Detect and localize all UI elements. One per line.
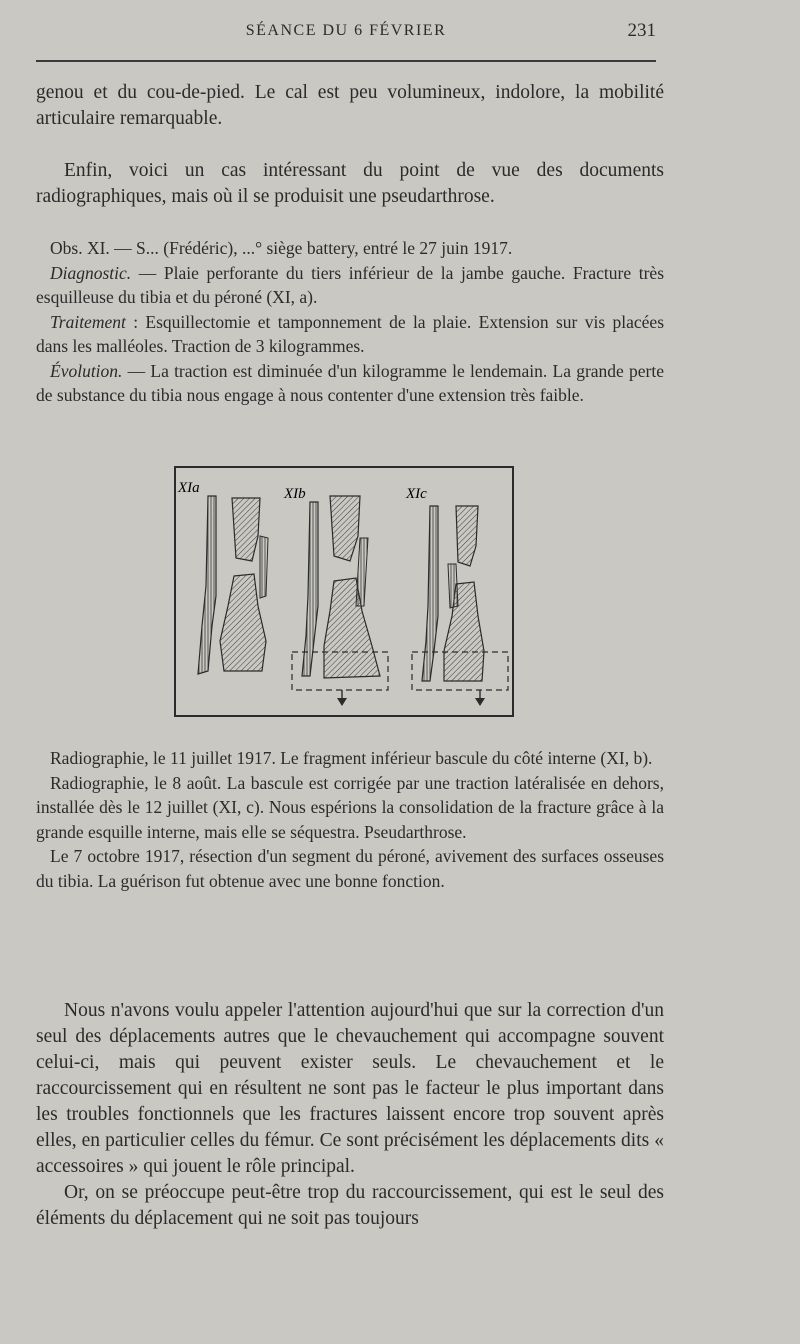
fragment-b: [356, 538, 368, 606]
obs-text: — S... (Frédéric), ...° siège battery, entré le 27 juin 1917.: [114, 238, 513, 258]
panel-a: [177, 480, 268, 674]
diagnostic-text: — Plaie perforante du tiers inférieur de la jambe gauche. Fracture très esquilleuse du tibia et du péroné (XI, a).: [36, 262, 665, 307]
obs-label: Obs. XI.: [50, 238, 110, 258]
radiograph-figure: [174, 466, 514, 718]
page-header: [36, 18, 656, 48]
fragment-c: [448, 564, 458, 608]
intro-text: genou et du cou-de-pied. Le cal est peu volumineux, indolore, la mobilité articulaire remarquable.: [36, 82, 664, 129]
intro-paragraph: [36, 80, 664, 132]
obs-line: [36, 236, 664, 261]
fibula-b: [302, 502, 318, 676]
diagnostic-label: Diagnostic.: [50, 262, 132, 283]
running-head: SÉANCE DU 6 FÉVRIER: [245, 22, 447, 39]
enfin-text: Enfin, voici un cas intéressant du point de vue des documents radiographiques, mais où il se produisit une pseudarthrose.: [36, 160, 664, 207]
evolution-text: — La traction est diminuée d'un kilogramme le lendemain. La grande perte de substance du tibia nous engage à nous contenter d'une extension très faible.: [36, 360, 665, 405]
evolution-paragraph: [36, 359, 664, 408]
page-number: 231: [627, 20, 656, 41]
traitement-paragraph: [36, 310, 664, 359]
header-rule: [36, 60, 656, 62]
panel-b-label: XIb: [284, 486, 306, 502]
discussion-block: [36, 998, 664, 1232]
radiographies-block: [36, 746, 664, 893]
traitement-label: Traitement: [50, 311, 126, 332]
diagnostic-paragraph: [36, 261, 664, 310]
radiograph-drawing: [174, 466, 514, 718]
discussion-paragraph-2: Or, on se préoccupe peut-être trop du raccourcissement, qui est le seul des éléments du déplacement qui ne soit pas toujours: [36, 1182, 664, 1229]
panel-c: [405, 486, 508, 706]
panel-a-label: XIa: [178, 480, 200, 496]
tibia-a-upper: [232, 498, 260, 561]
fibula-a: [198, 496, 216, 674]
discussion-paragraph-1: Nous n'avons voulu appeler l'attention aujourd'hui que sur la correction d'un seul des déplacements autres que le chevauchement qui accompagne souvent celui-ci, mais qui peuvent exister seuls. Le chevauchement et le raccourcissement qui en résultent ne sont pas le facteur le plus important dans les troubles fonctionnels que les fractures laissent encore trop souvent après elles, en particulier celles du fémur. Ce sont précisément les déplacements dits « accessoires » qui jouent le rôle principal.: [36, 1000, 664, 1177]
tibia-a-lower: [220, 574, 266, 671]
resection-note: Le 7 octobre 1917, résection d'un segment du péroné, avivement des surfaces osseuses du tibia. La guérison fut obtenue avec une bonne fonction.: [36, 846, 664, 891]
panel-b: [283, 486, 388, 706]
enfin-paragraph: [36, 158, 664, 210]
fragment-a: [260, 536, 268, 598]
evolution-label: Évolution.: [50, 360, 123, 381]
traction-arrow-b: [337, 698, 347, 706]
traitement-text: : Esquillectomie et tamponnement de la plaie. Extension sur vis placées dans les malléoles. Traction de 3 kilogrammes.: [36, 311, 665, 356]
tibia-c-upper: [456, 506, 478, 566]
radiographie-1: Radiographie, le 11 juillet 1917. Le fragment inférieur bascule du côté interne (XI, b).: [50, 748, 653, 768]
observation-block: [36, 236, 664, 408]
tibia-b-lower: [324, 578, 380, 678]
radiographie-2: Radiographie, le 8 août. La bascule est corrigée par une traction latéralisée en dehors, installée dès le 12 juillet (XI, c). Nous espérions la consolidation de la fracture grâce à la grande esquille interne, mais elle se séquestra. Pseudarthrose.: [36, 772, 664, 842]
panel-c-label: XIc: [406, 486, 427, 502]
traction-arrow-c: [475, 698, 485, 706]
fibula-c: [422, 506, 438, 681]
tibia-b-upper: [330, 496, 360, 561]
